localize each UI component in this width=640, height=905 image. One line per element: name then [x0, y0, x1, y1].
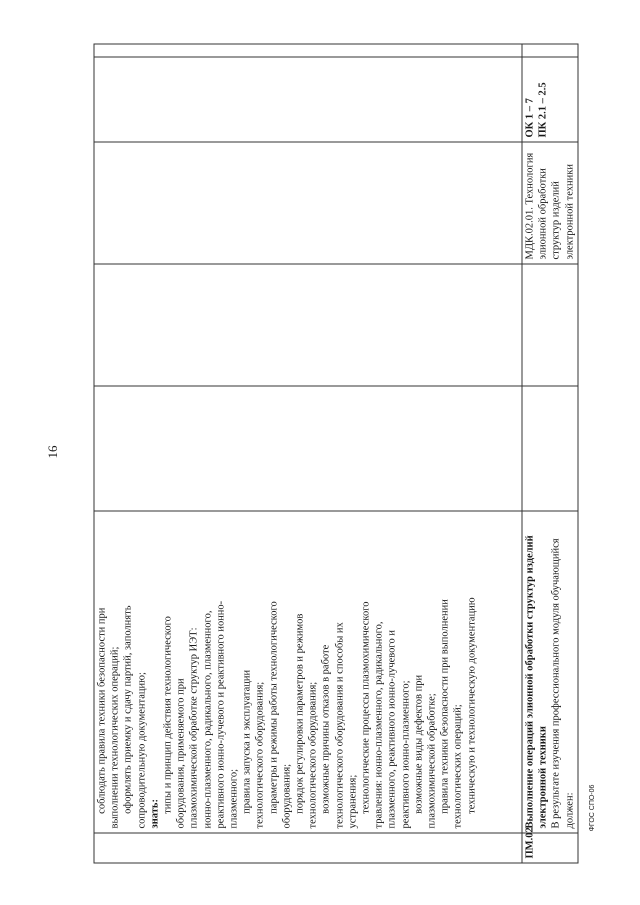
module-code: ПМ.02	[522, 833, 578, 863]
text-line: оформлять приемку и сдачу партий, заполнять	[122, 605, 134, 814]
text-line: знать:	[148, 799, 160, 829]
text-line: технологического оборудования и способы их	[333, 622, 345, 829]
course-name: МДК.02.01. Технология элионной обработки структур изделий электронной техники	[522, 142, 578, 264]
hours-max-cell	[94, 386, 522, 511]
module-requirement: В результате изучения профессионального модуля обучающийся должен:	[550, 538, 575, 829]
text-line: технологических операций;	[452, 704, 464, 829]
text-line: выполнении технологических операций;	[109, 646, 121, 829]
text-line: оборудования;	[280, 763, 292, 829]
edge-cell-2	[522, 44, 578, 57]
text-line: сопроводительную документацию;	[135, 672, 147, 829]
hours-max-cell-2	[522, 386, 578, 511]
text-line: ионно-плазменного, радикального, плазменного,	[201, 610, 213, 829]
text-line: порядок регулировки параметров и режимов	[294, 613, 306, 814]
footer-code: ФГОС СПО-06	[589, 784, 596, 832]
competency-table	[93, 44, 578, 864]
text-line: плазменного, реактивного ионно-лучевого и	[386, 630, 398, 829]
text-line: устранения;	[346, 774, 358, 829]
competencies-cell	[522, 57, 578, 142]
upper-text-lines	[95, 516, 478, 829]
text-line: правила запуска и эксплуатации	[241, 669, 253, 814]
table-row-continuation	[94, 44, 522, 863]
competency-table-sheet	[93, 45, 575, 864]
text-line: типы и принцип действия технологического	[162, 616, 174, 814]
text-line: травления: ионно-плазменного, радикального,	[373, 621, 385, 829]
text-line: параметры и режимы работы технологического	[267, 601, 279, 814]
competency-ok: ОК 1 – 7	[524, 98, 535, 138]
edge-cell	[94, 44, 522, 57]
hours-required-cell-2	[522, 264, 578, 386]
text-line: оборудования, применяемого при	[175, 678, 187, 829]
code-cell-empty	[94, 833, 522, 863]
module-title: Выполнение операций элионной обработки структур изделий электронной техники	[524, 535, 549, 829]
knowledge-skills-cell	[94, 511, 522, 833]
table-row-pm02	[522, 44, 578, 863]
page-number: 16	[45, 445, 60, 459]
text-line: реактивного ионно-лучевого и реактивного ионно-	[214, 600, 226, 829]
text-line: реактивного ионно-плазменного;	[399, 680, 411, 829]
competency-cell-empty	[94, 57, 522, 142]
text-line: технологического оборудования;	[254, 681, 266, 829]
text-line: плазмохимической обработке структур ИЭТ:	[188, 627, 200, 829]
text-line: плазмохимической обработке;	[426, 693, 438, 829]
text-line: технологические процессы плазмохимического	[360, 601, 372, 814]
hours-required-cell	[94, 264, 522, 386]
text-line: возможные виды дефектов при	[412, 674, 424, 814]
competency-pk: ПК 2.1 – 2.5	[537, 82, 549, 138]
text-line: возможные причины отказов в работе	[320, 644, 332, 814]
text-line: плазменного;	[228, 768, 240, 829]
course-cell-empty	[94, 142, 522, 264]
text-line: правила техники безопасности при выполнении	[439, 599, 451, 814]
text-line: соблюдать правила техники безопасности при	[96, 607, 107, 814]
text-line: техническую и технологическую документацию	[465, 597, 477, 814]
module-description-cell	[522, 511, 578, 833]
text-line: технологического оборудования;	[307, 681, 319, 829]
